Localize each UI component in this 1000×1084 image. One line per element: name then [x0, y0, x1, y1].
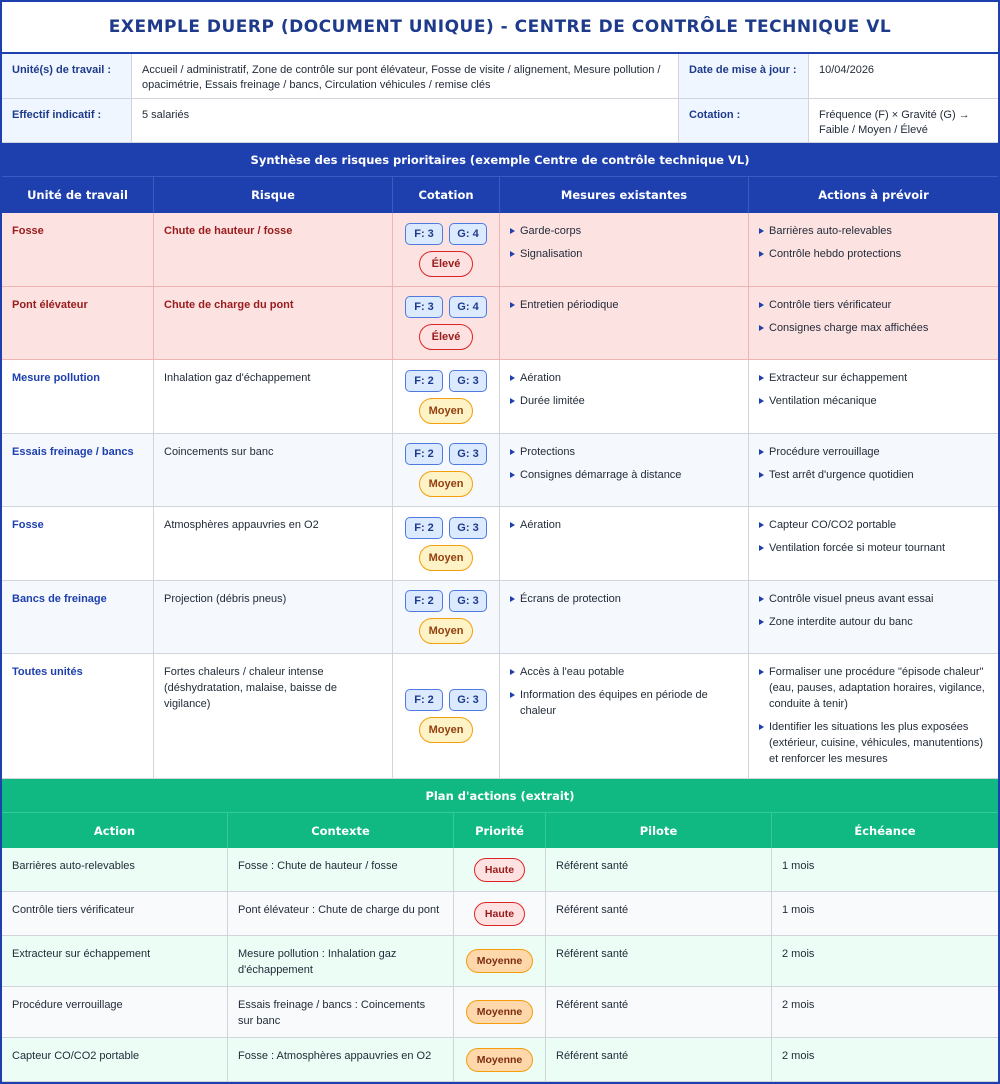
work-unit: Mesure pollution: [12, 372, 100, 384]
plan-header-priority: Priorité: [454, 812, 546, 848]
actions-cell: [749, 581, 998, 654]
measures-cell: [500, 434, 749, 507]
risk-unit-cell: [2, 213, 154, 287]
priority-badge: Moyenne: [466, 1048, 534, 1072]
plan-header-due: Échéance: [772, 812, 998, 848]
info-grid: [2, 54, 998, 143]
rating-cell: [393, 434, 500, 507]
risk-unit-cell: [2, 581, 154, 654]
action-item: Procédure verrouillage: [759, 444, 988, 460]
gravity-chip: G: 4: [449, 223, 487, 245]
action-item: Zone interdite autour du banc: [759, 614, 988, 630]
rating-cell: [393, 360, 500, 434]
plan-header-action: Action: [2, 812, 228, 848]
date-value: 10/04/2026: [809, 54, 998, 99]
date-label: Date de mise à jour :: [679, 54, 809, 99]
plan-due-cell: 2 mois: [772, 987, 998, 1038]
measure-item: Signalisation: [510, 246, 738, 262]
measure-item: Entretien périodique: [510, 297, 738, 313]
frequency-chip: F: 2: [405, 370, 443, 392]
work-unit: Toutes unités: [12, 666, 83, 678]
risk-level-badge: Moyen: [419, 471, 473, 497]
plan-action-cell: Barrières auto-relevables: [2, 848, 228, 892]
plan-context-cell: Fosse : Atmosphères appauvries en O2: [228, 1038, 454, 1082]
priority-badge: Haute: [474, 858, 525, 882]
measure-item: Aération: [510, 370, 738, 386]
plan-due-cell: 2 mois: [772, 936, 998, 987]
measure-item: Consignes démarrage à distance: [510, 467, 738, 483]
risk-level-badge: Moyen: [419, 717, 473, 743]
risk-level-badge: Élevé: [419, 251, 473, 277]
action-plan-table: [2, 812, 998, 1082]
rating-label: Cotation :: [679, 99, 809, 143]
plan-section-title: Plan d'actions (extrait): [2, 779, 998, 812]
measures-list: [510, 370, 738, 409]
rating-chips: [405, 443, 487, 465]
risk-name: Inhalation gaz d'échappement: [164, 372, 311, 384]
action-item: Capteur CO/CO2 portable: [759, 517, 988, 533]
plan-pilot-cell: Référent santé: [546, 848, 772, 892]
action-item: Formaliser une procédure "épisode chaleur" (eau, pauses, adaptation horaires, vigilance, conduite à tenir): [759, 664, 988, 712]
plan-action-cell: Contrôle tiers vérificateur: [2, 892, 228, 936]
gravity-chip: G: 3: [449, 370, 487, 392]
risk-unit-cell: [2, 360, 154, 434]
plan-context-cell: Essais freinage / bancs : Coincements sur banc: [228, 987, 454, 1038]
risk-unit-cell: [2, 507, 154, 581]
priority-badge: Moyenne: [466, 1000, 534, 1024]
priority-badge: Haute: [474, 902, 525, 926]
measure-item: Garde-corps: [510, 223, 738, 239]
work-unit: Bancs de freinage: [12, 593, 107, 605]
rating-cell: [393, 507, 500, 581]
measure-item: Accès à l'eau potable: [510, 664, 738, 680]
staff-label: Effectif indicatif :: [2, 99, 132, 143]
gravity-chip: G: 3: [449, 590, 487, 612]
risk-unit-cell: [2, 434, 154, 507]
actions-list: [759, 517, 988, 556]
frequency-chip: F: 3: [405, 223, 443, 245]
measures-list: [510, 517, 738, 533]
plan-priority-cell: [454, 1038, 546, 1082]
actions-cell: [749, 213, 998, 287]
actions-list: [759, 444, 988, 483]
risk-header-measures: Mesures existantes: [500, 176, 749, 213]
plan-header-context: Contexte: [228, 812, 454, 848]
plan-priority-cell: [454, 848, 546, 892]
risk-name: Chute de hauteur / fosse: [164, 225, 293, 237]
risk-name: Fortes chaleurs / chaleur intense (déshydratation, malaise, baisse de vigilance): [164, 666, 338, 710]
actions-cell: [749, 360, 998, 434]
frequency-chip: F: 3: [405, 296, 443, 318]
actions-list: [759, 297, 988, 336]
actions-cell: [749, 434, 998, 507]
frequency-chip: F: 2: [405, 689, 443, 711]
risk-header-rating: Cotation: [393, 176, 500, 213]
action-item: Contrôle visuel pneus avant essai: [759, 591, 988, 607]
plan-due-cell: 1 mois: [772, 892, 998, 936]
measures-cell: [500, 213, 749, 287]
plan-pilot-cell: Référent santé: [546, 987, 772, 1038]
actions-list: [759, 591, 988, 630]
risk-name-cell: [154, 581, 393, 654]
risk-name: Atmosphères appauvries en O2: [164, 519, 319, 531]
actions-cell: [749, 287, 998, 360]
rating-value: Fréquence (F) × Gravité (G) → Faible / Moyen / Élevé: [809, 99, 998, 143]
rating-chips: [405, 370, 487, 392]
action-item: Test arrêt d'urgence quotidien: [759, 467, 988, 483]
measure-item: Protections: [510, 444, 738, 460]
priority-badge: Moyenne: [466, 949, 534, 973]
risk-unit-cell: [2, 287, 154, 360]
gravity-chip: G: 3: [449, 443, 487, 465]
gravity-chip: G: 3: [449, 517, 487, 539]
measures-list: [510, 297, 738, 313]
plan-action-cell: Procédure verrouillage: [2, 987, 228, 1038]
gravity-chip: G: 4: [449, 296, 487, 318]
measures-cell: [500, 654, 749, 779]
rating-cell: [393, 213, 500, 287]
plan-due-cell: 2 mois: [772, 1038, 998, 1082]
action-item: Contrôle tiers vérificateur: [759, 297, 988, 313]
measure-item: Écrans de protection: [510, 591, 738, 607]
risk-header-risk: Risque: [154, 176, 393, 213]
rating-cell: [393, 581, 500, 654]
rating-chips: [405, 689, 487, 711]
actions-list: [759, 664, 988, 767]
risk-unit-cell: [2, 654, 154, 779]
measure-item: Aération: [510, 517, 738, 533]
rating-cell: [393, 654, 500, 779]
rating-chips: [405, 296, 487, 318]
plan-pilot-cell: Référent santé: [546, 892, 772, 936]
risk-name: Projection (débris pneus): [164, 593, 287, 605]
rating-cell: [393, 287, 500, 360]
risk-name-cell: [154, 213, 393, 287]
action-item: Consignes charge max affichées: [759, 320, 988, 336]
action-item: Extracteur sur échappement: [759, 370, 988, 386]
risk-name: Chute de charge du pont: [164, 299, 294, 311]
work-unit: Fosse: [12, 519, 44, 531]
risk-name-cell: [154, 360, 393, 434]
risk-level-badge: Moyen: [419, 545, 473, 571]
work-unit: Fosse: [12, 225, 44, 237]
plan-priority-cell: [454, 987, 546, 1038]
plan-due-cell: 1 mois: [772, 848, 998, 892]
plan-priority-cell: [454, 936, 546, 987]
plan-priority-cell: [454, 892, 546, 936]
action-item: Ventilation forcée si moteur tournant: [759, 540, 988, 556]
action-item: Contrôle hebdo protections: [759, 246, 988, 262]
plan-context-cell: Fosse : Chute de hauteur / fosse: [228, 848, 454, 892]
measure-item: Durée limitée: [510, 393, 738, 409]
risk-level-badge: Élevé: [419, 324, 473, 350]
risk-level-badge: Moyen: [419, 618, 473, 644]
plan-action-cell: Capteur CO/CO2 portable: [2, 1038, 228, 1082]
work-unit: Pont élévateur: [12, 299, 88, 311]
risk-name-cell: [154, 507, 393, 581]
plan-header-pilot: Pilote: [546, 812, 772, 848]
actions-cell: [749, 654, 998, 779]
rating-chips: [405, 517, 487, 539]
actions-list: [759, 223, 988, 262]
units-label: Unité(s) de travail :: [2, 54, 132, 99]
measures-list: [510, 444, 738, 483]
staff-value: 5 salariés: [132, 99, 679, 143]
risk-name-cell: [154, 287, 393, 360]
risk-header-actions: Actions à prévoir: [749, 176, 998, 213]
risk-level-badge: Moyen: [419, 398, 473, 424]
rating-chips: [405, 223, 487, 245]
measure-item: Information des équipes en période de chaleur: [510, 687, 738, 719]
plan-pilot-cell: Référent santé: [546, 936, 772, 987]
frequency-chip: F: 2: [405, 443, 443, 465]
document-title: EXEMPLE DUERP (DOCUMENT UNIQUE) - CENTRE DE CONTRÔLE TECHNIQUE VL: [2, 2, 998, 54]
risk-name-cell: [154, 434, 393, 507]
risk-section-title: Synthèse des risques prioritaires (exemple Centre de contrôle technique VL): [2, 143, 998, 176]
risk-table: [2, 176, 998, 779]
measures-list: [510, 223, 738, 262]
measures-cell: [500, 287, 749, 360]
action-item: Ventilation mécanique: [759, 393, 988, 409]
plan-context-cell: Pont élévateur : Chute de charge du pont: [228, 892, 454, 936]
measures-cell: [500, 507, 749, 581]
plan-pilot-cell: Référent santé: [546, 1038, 772, 1082]
frequency-chip: F: 2: [405, 517, 443, 539]
measures-list: [510, 664, 738, 719]
units-value: Accueil / administratif, Zone de contrôle sur pont élévateur, Fosse de visite / alignement, Mesure pollution / opacimétrie, Essais freinage / bancs, Circulation véhicules / remise clés: [132, 54, 679, 99]
actions-cell: [749, 507, 998, 581]
frequency-chip: F: 2: [405, 590, 443, 612]
work-unit: Essais freinage / bancs: [12, 446, 134, 458]
measures-cell: [500, 360, 749, 434]
plan-context-cell: Mesure pollution : Inhalation gaz d'échappement: [228, 936, 454, 987]
risk-header-unit: Unité de travail: [2, 176, 154, 213]
risk-name-cell: [154, 654, 393, 779]
measures-list: [510, 591, 738, 607]
action-item: Identifier les situations les plus exposées (extérieur, cuisine, véhicules, manutentions) et renforcer les mesures: [759, 719, 988, 767]
action-item: Barrières auto-relevables: [759, 223, 988, 239]
plan-action-cell: Extracteur sur échappement: [2, 936, 228, 987]
measures-cell: [500, 581, 749, 654]
risk-name: Coincements sur banc: [164, 446, 274, 458]
actions-list: [759, 370, 988, 409]
gravity-chip: G: 3: [449, 689, 487, 711]
rating-chips: [405, 590, 487, 612]
